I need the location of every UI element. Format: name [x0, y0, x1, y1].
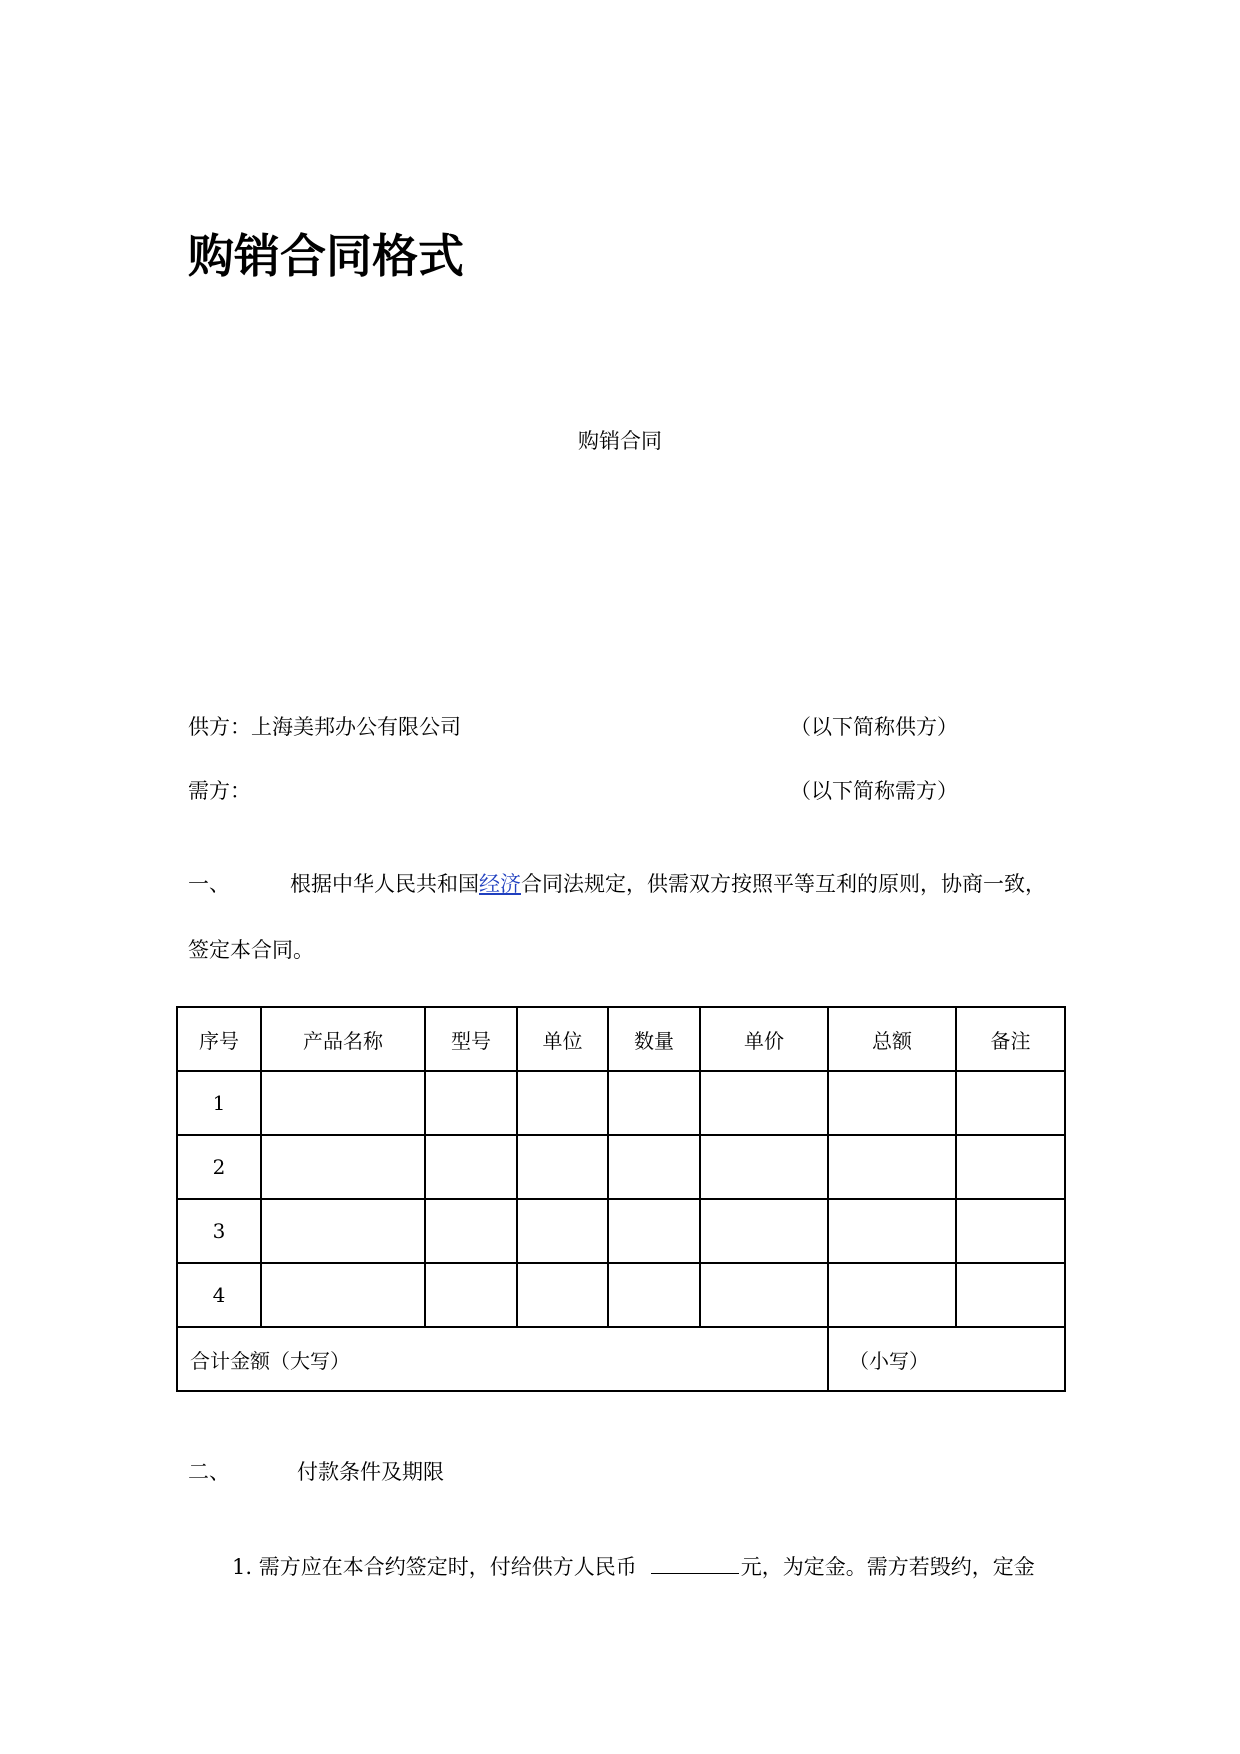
buyer-line: 需方：: [188, 779, 251, 803]
table-cell: [700, 1263, 828, 1327]
row-number-cell: 4: [177, 1263, 261, 1327]
product-table: [176, 1006, 1066, 1392]
table-cell: [425, 1199, 517, 1263]
payment-item-1: [232, 1551, 1035, 1581]
row-number-cell: 1: [177, 1071, 261, 1135]
economy-link[interactable]: 经济: [479, 872, 521, 896]
buyer-note: （以下简称需方）: [790, 779, 958, 803]
section1-text-after: 合同法规定，供需双方按照平等互利的原则，协商一致，: [521, 872, 1046, 896]
table-cell: [700, 1199, 828, 1263]
row-number-cell: 3: [177, 1199, 261, 1263]
row-number-cell: 2: [177, 1135, 261, 1199]
supplier-note: （以下简称供方）: [790, 715, 958, 739]
table-cell: [608, 1263, 700, 1327]
table-cell: [261, 1135, 425, 1199]
table-row: [177, 1071, 1065, 1135]
supplier-line: 供方：上海美邦办公有限公司: [188, 715, 461, 739]
table-cell: [956, 1263, 1065, 1327]
table-cell: [517, 1263, 608, 1327]
table-row: [177, 1199, 1065, 1263]
table-cell: [261, 1071, 425, 1135]
header-cell: 备注: [956, 1007, 1065, 1071]
section2-number: 二、: [188, 1460, 230, 1484]
table-cell: [425, 1071, 517, 1135]
header-cell: 序号: [177, 1007, 261, 1071]
deposit-blank: [651, 1555, 739, 1574]
table-cell: [261, 1263, 425, 1327]
total-amount-label: 合计金额（大写）: [177, 1327, 828, 1391]
table-cell: [828, 1071, 956, 1135]
section1-text: [290, 868, 1046, 898]
table-cell: [517, 1199, 608, 1263]
table-cell: [700, 1071, 828, 1135]
item1-prefix: 1. 需方应在本合约签定时，付给供方人民币: [232, 1555, 637, 1579]
item1-suffix: 元，为定金。需方若毁约，定金: [740, 1555, 1035, 1579]
section2-title: 付款条件及期限: [297, 1460, 444, 1484]
header-cell: 单价: [700, 1007, 828, 1071]
contract-heading: 购销合同: [578, 429, 662, 453]
header-cell: 单位: [517, 1007, 608, 1071]
table-cell: [425, 1135, 517, 1199]
table-row: [177, 1135, 1065, 1199]
document-title: 购销合同格式: [188, 229, 464, 283]
table-cell: [828, 1199, 956, 1263]
table-cell: [956, 1199, 1065, 1263]
table-cell: [517, 1135, 608, 1199]
table-cell: [828, 1263, 956, 1327]
total-row: [177, 1327, 1065, 1391]
table-cell: [425, 1263, 517, 1327]
section1-number: 一、: [188, 872, 230, 896]
table-cell: [828, 1135, 956, 1199]
header-cell: 总额: [828, 1007, 956, 1071]
table-header-row: [177, 1007, 1065, 1071]
small-amount-label: （小写）: [828, 1327, 1065, 1391]
table-cell: [956, 1135, 1065, 1199]
table-cell: [956, 1071, 1065, 1135]
table-cell: [517, 1071, 608, 1135]
table-cell: [608, 1071, 700, 1135]
table-cell: [608, 1135, 700, 1199]
table-cell: [608, 1199, 700, 1263]
header-cell: 数量: [608, 1007, 700, 1071]
header-cell: 型号: [425, 1007, 517, 1071]
header-cell: 产品名称: [261, 1007, 425, 1071]
table-cell: [700, 1135, 828, 1199]
section1-text-before: 根据中华人民共和国: [290, 872, 479, 896]
table-row: [177, 1263, 1065, 1327]
section1-continuation: 签定本合同。: [188, 938, 314, 962]
table-cell: [261, 1199, 425, 1263]
